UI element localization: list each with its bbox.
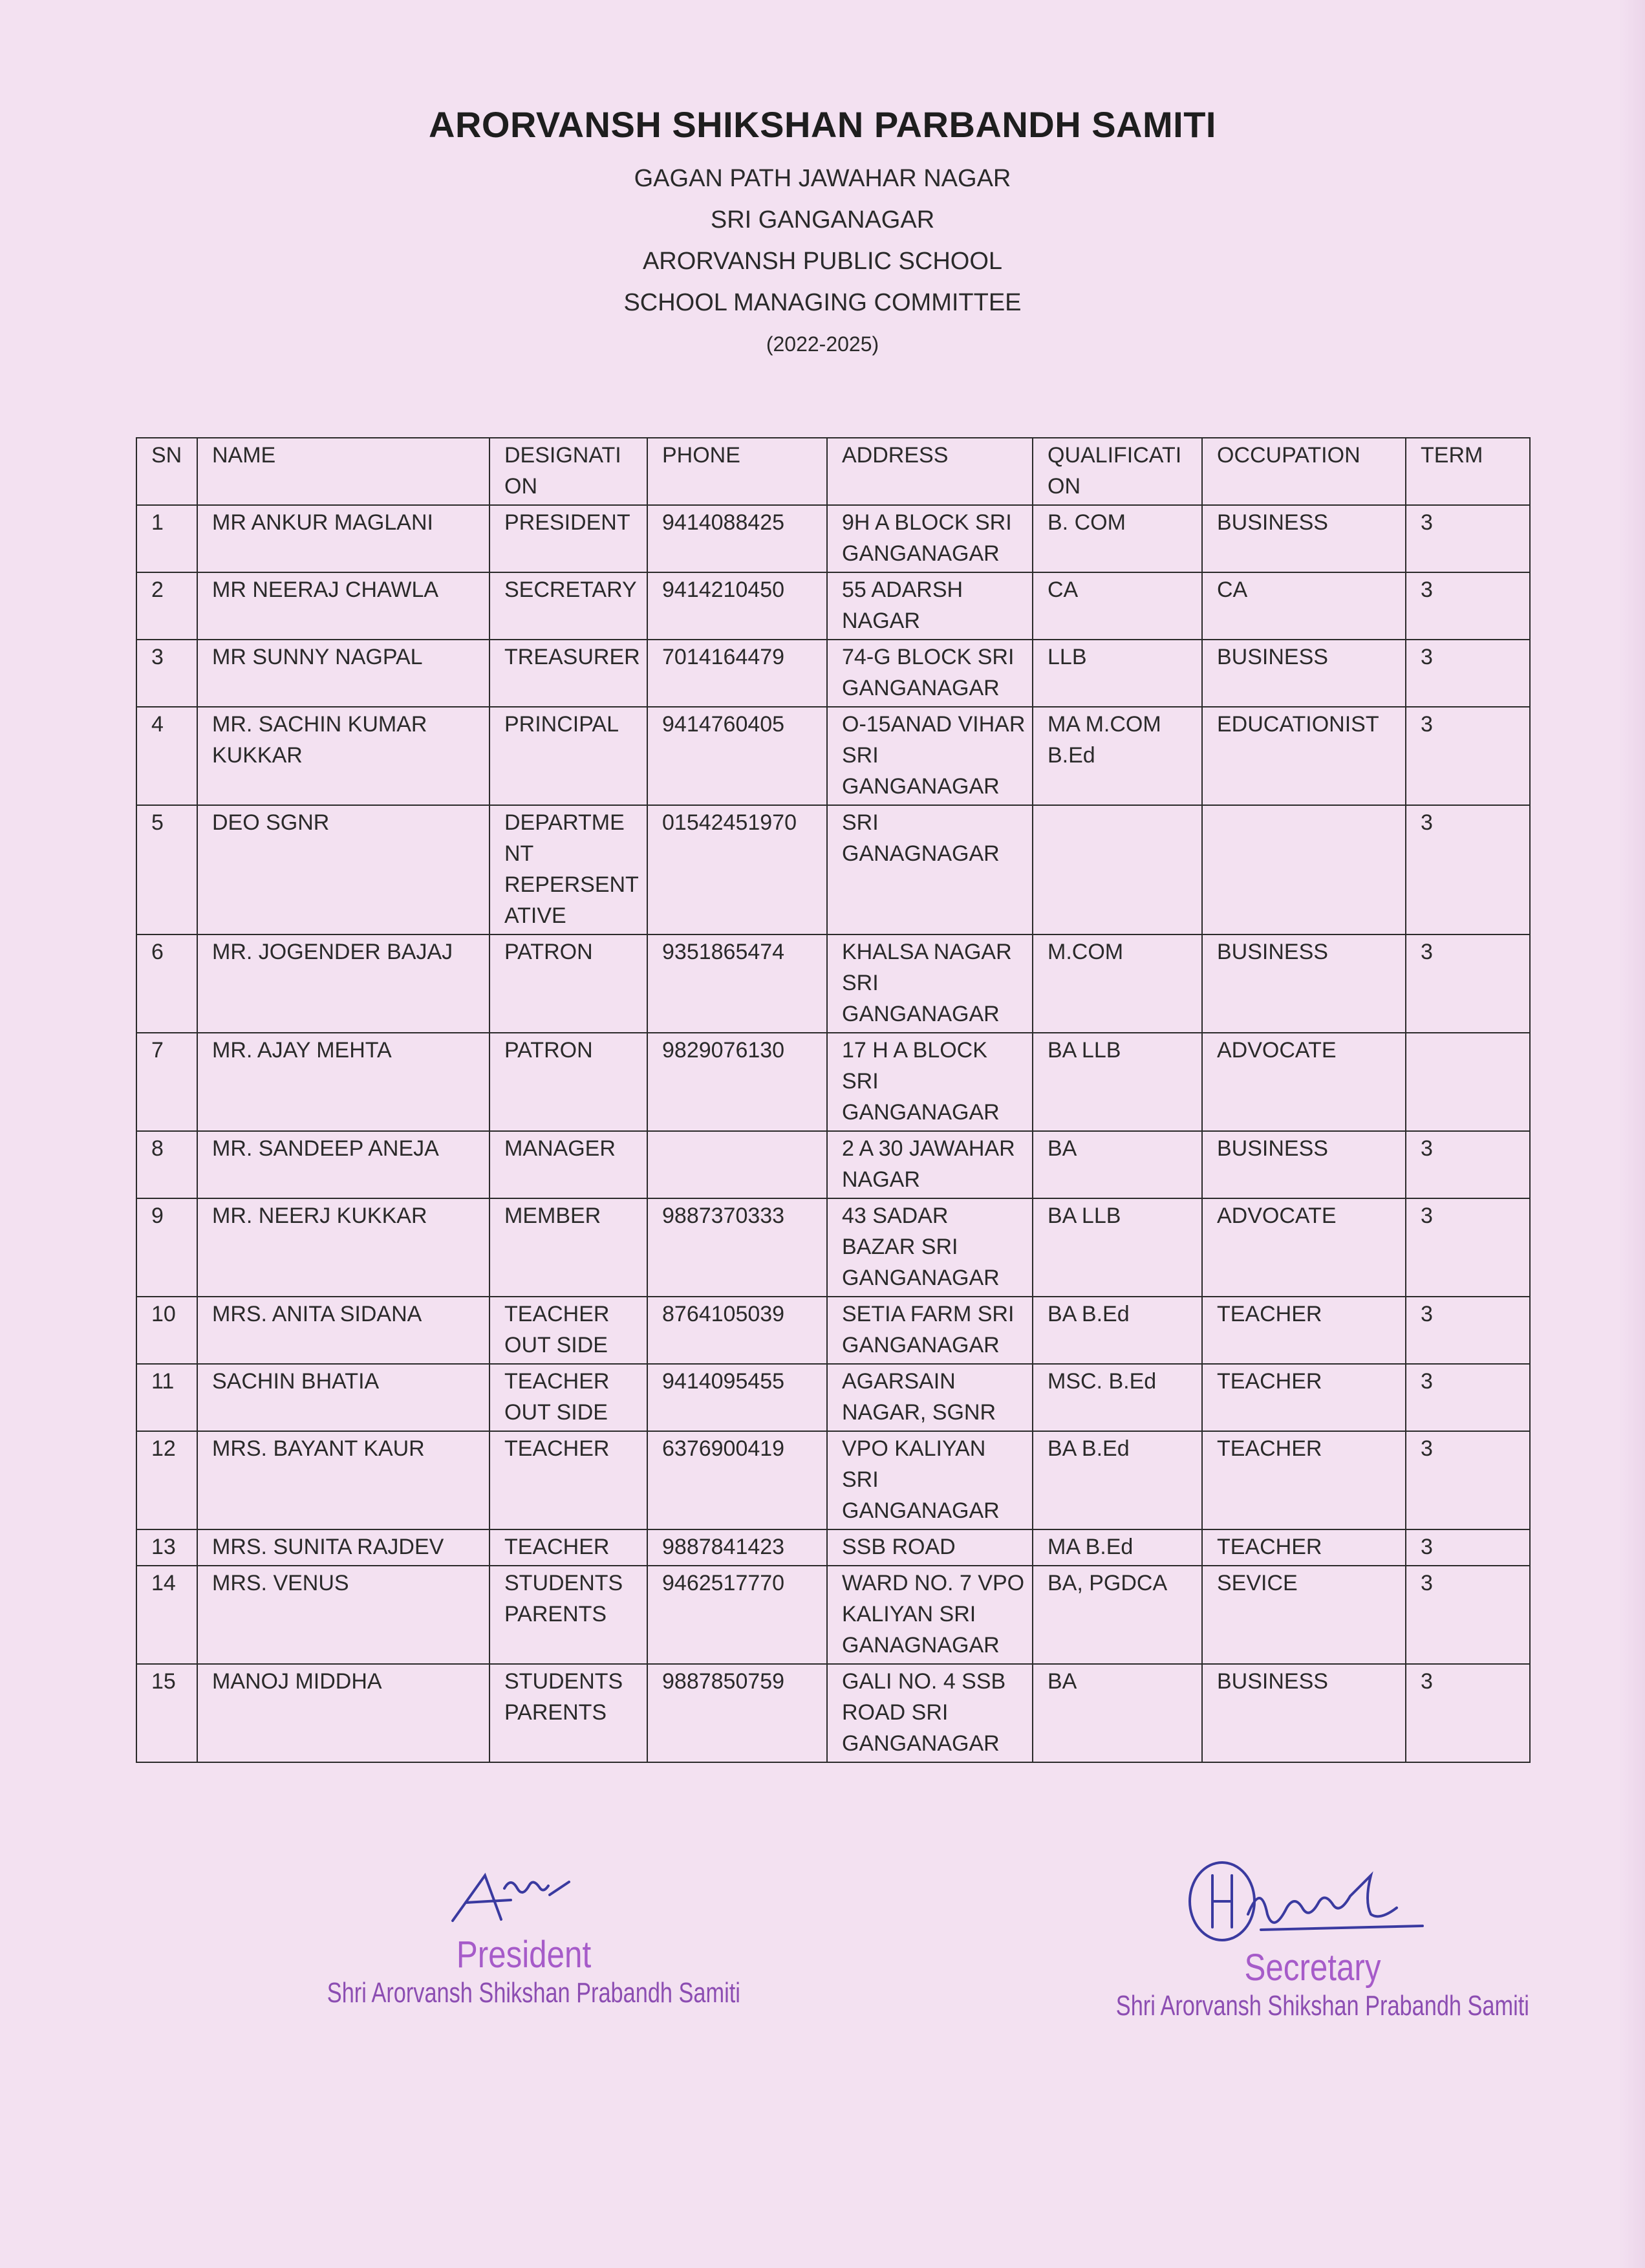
cell-term: 3 xyxy=(1406,1566,1530,1664)
cell-qualification: B. COM xyxy=(1033,505,1202,572)
cell-sn: 5 xyxy=(136,805,197,934)
cell-qualification: M.COM xyxy=(1033,934,1202,1033)
cell-designation: MEMBER xyxy=(489,1198,647,1297)
table-row xyxy=(136,1198,1530,1297)
cell-sn: 15 xyxy=(136,1664,197,1762)
cell-name: MRS. BAYANT KAUR xyxy=(197,1431,489,1529)
document-header xyxy=(0,103,1645,372)
cell-name: DEO SGNR xyxy=(197,805,489,934)
cell-term: 3 xyxy=(1406,505,1530,572)
cell-address: 43 SADAR BAZAR SRI GANGANAGAR xyxy=(827,1198,1033,1297)
cell-designation: PATRON xyxy=(489,1033,647,1131)
cell-occupation: BUSINESS xyxy=(1202,505,1406,572)
address-line: GAGAN PATH JAWAHAR NAGAR xyxy=(634,165,1011,192)
cell-occupation: TEACHER xyxy=(1202,1364,1406,1431)
cell-sn: 7 xyxy=(136,1033,197,1131)
cell-qualification: CA xyxy=(1033,572,1202,640)
table-row xyxy=(136,707,1530,805)
city-line: SRI GANGANAGAR xyxy=(710,206,935,233)
col-header-address: ADDRESS xyxy=(827,438,1033,505)
cell-designation: STUDENTS PARENTS xyxy=(489,1566,647,1664)
cell-phone: 9887370333 xyxy=(647,1198,827,1297)
cell-qualification: BA B.Ed xyxy=(1033,1431,1202,1529)
cell-occupation: ADVOCATE xyxy=(1202,1198,1406,1297)
secretary-signature-icon xyxy=(1177,1850,1448,1947)
col-header-name: NAME xyxy=(197,438,489,505)
table-row xyxy=(136,805,1530,934)
cell-designation: TEACHER xyxy=(489,1529,647,1566)
committee-table xyxy=(136,437,1531,1763)
table-row xyxy=(136,640,1530,707)
cell-sn: 2 xyxy=(136,572,197,640)
cell-term: 3 xyxy=(1406,707,1530,805)
cell-address: WARD NO. 7 VPO KALIYAN SRI GANAGNAGAR xyxy=(827,1566,1033,1664)
cell-phone: 01542451970 xyxy=(647,805,827,934)
secretary-signature-block xyxy=(1060,1850,1565,2023)
cell-occupation: SEVICE xyxy=(1202,1566,1406,1664)
cell-occupation: BUSINESS xyxy=(1202,1131,1406,1198)
cell-address: 2 A 30 JAWAHAR NAGAR xyxy=(827,1131,1033,1198)
cell-designation: MANAGER xyxy=(489,1131,647,1198)
president-stamp-role: President xyxy=(456,1934,592,1976)
cell-qualification: MSC. B.Ed xyxy=(1033,1364,1202,1431)
cell-phone: 9887841423 xyxy=(647,1529,827,1566)
cell-designation: TEACHER OUT SIDE xyxy=(489,1364,647,1431)
cell-qualification: BA xyxy=(1033,1664,1202,1762)
cell-phone xyxy=(647,1131,827,1198)
cell-phone: 9887850759 xyxy=(647,1664,827,1762)
organization-title: ARORVANSH SHIKSHAN PARBANDH SAMITI xyxy=(429,104,1216,145)
cell-address: GALI NO. 4 SSB ROAD SRI GANGANAGAR xyxy=(827,1664,1033,1762)
table-row xyxy=(136,1297,1530,1364)
table-row xyxy=(136,1664,1530,1762)
cell-name: MR. NEERJ KUKKAR xyxy=(197,1198,489,1297)
cell-designation: STUDENTS PARENTS xyxy=(489,1664,647,1762)
cell-qualification: MA B.Ed xyxy=(1033,1529,1202,1566)
table-header-row xyxy=(136,438,1530,505)
cell-term xyxy=(1406,1033,1530,1131)
col-header-sn: SN xyxy=(136,438,197,505)
cell-name: MR. SANDEEP ANEJA xyxy=(197,1131,489,1198)
cell-name: MR. SACHIN KUMAR KUKKAR xyxy=(197,707,489,805)
cell-address: SRI GANAGNAGAR xyxy=(827,805,1033,934)
cell-phone: 9462517770 xyxy=(647,1566,827,1664)
cell-phone: 9414760405 xyxy=(647,707,827,805)
cell-phone: 9414210450 xyxy=(647,572,827,640)
cell-address: SSB ROAD xyxy=(827,1529,1033,1566)
cell-designation: PRESIDENT xyxy=(489,505,647,572)
col-header-term: TERM xyxy=(1406,438,1530,505)
cell-sn: 8 xyxy=(136,1131,197,1198)
cell-sn: 6 xyxy=(136,934,197,1033)
cell-address: 55 ADARSH NAGAR xyxy=(827,572,1033,640)
secretary-stamp-role: Secretary xyxy=(1244,1947,1381,1989)
cell-phone: 9829076130 xyxy=(647,1033,827,1131)
cell-term: 3 xyxy=(1406,572,1530,640)
cell-occupation: TEACHER xyxy=(1202,1431,1406,1529)
cell-term: 3 xyxy=(1406,1198,1530,1297)
term-years: (2022-2025) xyxy=(766,332,879,356)
cell-sn: 1 xyxy=(136,505,197,572)
cell-term: 3 xyxy=(1406,1431,1530,1529)
cell-address: O-15ANAD VIHAR SRI GANGANAGAR xyxy=(827,707,1033,805)
cell-name: MRS. SUNITA RAJDEV xyxy=(197,1529,489,1566)
cell-phone: 9414088425 xyxy=(647,505,827,572)
cell-name: MR SUNNY NAGPAL xyxy=(197,640,489,707)
cell-designation: TEACHER xyxy=(489,1431,647,1529)
cell-sn: 14 xyxy=(136,1566,197,1664)
cell-address: AGARSAIN NAGAR, SGNR xyxy=(827,1364,1033,1431)
cell-designation: TEACHER OUT SIDE xyxy=(489,1297,647,1364)
cell-designation: PRINCIPAL xyxy=(489,707,647,805)
col-header-qualification: QUALIFICATI ON xyxy=(1033,438,1202,505)
cell-sn: 3 xyxy=(136,640,197,707)
cell-qualification: BA LLB xyxy=(1033,1033,1202,1131)
table-row xyxy=(136,1431,1530,1529)
cell-name: MRS. VENUS xyxy=(197,1566,489,1664)
cell-qualification: BA B.Ed xyxy=(1033,1297,1202,1364)
cell-qualification: MA M.COM B.Ed xyxy=(1033,707,1202,805)
cell-qualification: BA LLB xyxy=(1033,1198,1202,1297)
table-row xyxy=(136,1131,1530,1198)
cell-name: SACHIN BHATIA xyxy=(197,1364,489,1431)
cell-occupation: TEACHER xyxy=(1202,1529,1406,1566)
president-stamp-org: Shri Arorvansh Shikshan Prabandh Samiti xyxy=(327,1977,740,2009)
cell-occupation: TEACHER xyxy=(1202,1297,1406,1364)
cell-designation: PATRON xyxy=(489,934,647,1033)
cell-phone: 9351865474 xyxy=(647,934,827,1033)
cell-sn: 4 xyxy=(136,707,197,805)
cell-phone: 6376900419 xyxy=(647,1431,827,1529)
cell-term: 3 xyxy=(1406,640,1530,707)
cell-name: MR. AJAY MEHTA xyxy=(197,1033,489,1131)
cell-name: MR ANKUR MAGLANI xyxy=(197,505,489,572)
cell-sn: 11 xyxy=(136,1364,197,1431)
cell-phone: 9414095455 xyxy=(647,1364,827,1431)
cell-name: MRS. ANITA SIDANA xyxy=(197,1297,489,1364)
cell-address: VPO KALIYAN SRI GANGANAGAR xyxy=(827,1431,1033,1529)
cell-designation: TREASURER xyxy=(489,640,647,707)
cell-qualification xyxy=(1033,805,1202,934)
cell-phone: 8764105039 xyxy=(647,1297,827,1364)
cell-sn: 10 xyxy=(136,1297,197,1364)
table-row xyxy=(136,1529,1530,1566)
cell-sn: 13 xyxy=(136,1529,197,1566)
table-row xyxy=(136,505,1530,572)
cell-term: 3 xyxy=(1406,1131,1530,1198)
table-row xyxy=(136,1566,1530,1664)
cell-address: 74-G BLOCK SRI GANGANAGAR xyxy=(827,640,1033,707)
cell-term: 3 xyxy=(1406,1364,1530,1431)
cell-occupation: CA xyxy=(1202,572,1406,640)
cell-name: MR NEERAJ CHAWLA xyxy=(197,572,489,640)
cell-qualification: BA xyxy=(1033,1131,1202,1198)
table-row xyxy=(136,1033,1530,1131)
school-name: ARORVANSH PUBLIC SCHOOL xyxy=(642,248,1003,275)
secretary-stamp-org: Shri Arorvansh Shikshan Prabandh Samiti xyxy=(1115,1990,1529,2022)
cell-address: SETIA FARM SRI GANGANAGAR xyxy=(827,1297,1033,1364)
cell-name: MR. JOGENDER BAJAJ xyxy=(197,934,489,1033)
cell-term: 3 xyxy=(1406,1529,1530,1566)
cell-occupation: ADVOCATE xyxy=(1202,1033,1406,1131)
cell-address: 17 H A BLOCK SRI GANGANAGAR xyxy=(827,1033,1033,1131)
table-row xyxy=(136,934,1530,1033)
cell-occupation: BUSINESS xyxy=(1202,934,1406,1033)
cell-occupation: EDUCATIONIST xyxy=(1202,707,1406,805)
cell-occupation xyxy=(1202,805,1406,934)
cell-name: MANOJ MIDDHA xyxy=(197,1664,489,1762)
president-signature-icon xyxy=(440,1863,608,1934)
cell-occupation: BUSINESS xyxy=(1202,1664,1406,1762)
cell-designation: SECRETARY xyxy=(489,572,647,640)
president-signature-block xyxy=(272,1863,776,2010)
cell-address: KHALSA NAGAR SRI GANGANAGAR xyxy=(827,934,1033,1033)
cell-term: 3 xyxy=(1406,1664,1530,1762)
cell-qualification: LLB xyxy=(1033,640,1202,707)
cell-qualification: BA, PGDCA xyxy=(1033,1566,1202,1664)
table-row xyxy=(136,1364,1530,1431)
cell-designation: DEPARTME NT REPERSENT ATIVE xyxy=(489,805,647,934)
committee-name: SCHOOL MANAGING COMMITTEE xyxy=(623,289,1022,316)
cell-phone: 7014164479 xyxy=(647,640,827,707)
col-header-designation: DESIGNATI ON xyxy=(489,438,647,505)
cell-term: 3 xyxy=(1406,1297,1530,1364)
cell-sn: 12 xyxy=(136,1431,197,1529)
cell-term: 3 xyxy=(1406,805,1530,934)
cell-occupation: BUSINESS xyxy=(1202,640,1406,707)
table-row xyxy=(136,572,1530,640)
cell-sn: 9 xyxy=(136,1198,197,1297)
cell-address: 9H A BLOCK SRI GANGANAGAR xyxy=(827,505,1033,572)
col-header-occupation: OCCUPATION xyxy=(1202,438,1406,505)
cell-term: 3 xyxy=(1406,934,1530,1033)
col-header-phone: PHONE xyxy=(647,438,827,505)
